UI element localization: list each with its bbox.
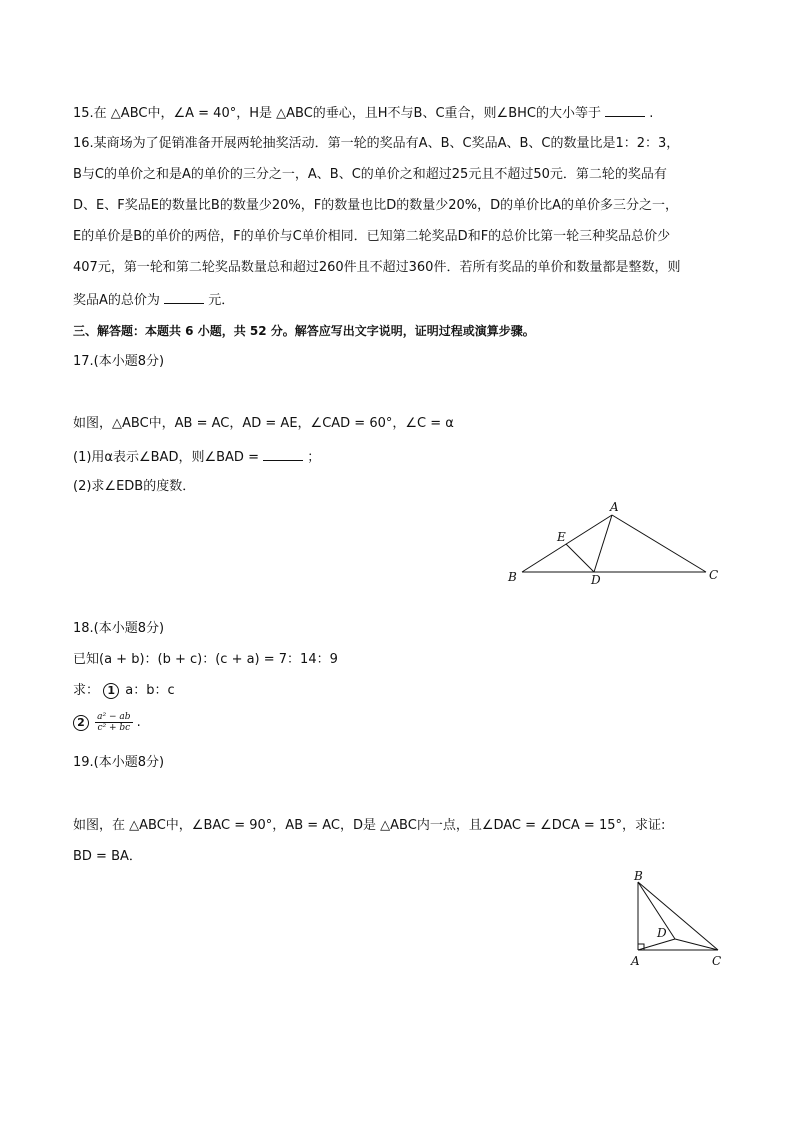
q16-last-prefix: 奖品A的总价为 bbox=[73, 293, 160, 308]
q16-line-4: E的单价是B的单价的两倍，F的单价与C单价相同．已知第二轮奖品D和F的总价比第一轮三种奖品总价少 bbox=[73, 229, 671, 244]
q15-answer-blank[interactable] bbox=[605, 104, 645, 117]
q16-line-6 bbox=[73, 291, 234, 309]
q19-figure bbox=[620, 868, 730, 973]
q18-frac-numerator: a² − ab bbox=[97, 712, 131, 722]
q18-given: 已知(a + b)：(b + c)：(c + a) = 7：14：9 bbox=[73, 652, 338, 667]
q19-label-c: C bbox=[712, 954, 722, 968]
q19-head: 19.(本小题8分) bbox=[73, 755, 165, 770]
q19-label-d: D bbox=[657, 926, 667, 940]
q16-line-3: D、E、F奖品E的数量比B的数量少20%，F的数量也比D的数量少20%，D的单价比A的单价多三分之一， bbox=[73, 198, 679, 213]
q17-answer-blank[interactable] bbox=[263, 448, 303, 461]
circle-2-icon: 2 bbox=[73, 715, 89, 731]
q17-part2: (2)求∠EDB的度数． bbox=[73, 479, 196, 494]
q17-segment-ad bbox=[594, 515, 612, 572]
q16-line-5: 407元，第一轮和第二轮奖品数量总和超过260件且不超过360件．若所有奖品的单价和数量都是整数，则 bbox=[73, 260, 681, 275]
q15-line bbox=[73, 104, 653, 122]
q18-fraction bbox=[95, 712, 132, 733]
q17-part1-tail: ； bbox=[307, 450, 321, 465]
q18-ask2-tail: . bbox=[136, 715, 141, 730]
q17-part1-text: (1)用α表示∠BAD，则∠BAD = bbox=[73, 450, 259, 465]
q16-line-2: B与C的单价之和是A的单价的三分之一，A、B、C的单价之和超过25元且不超过50元．第二轮的奖品有 bbox=[73, 167, 667, 182]
section-3-heading: 三、解答题：本题共 6 小题，共 52 分。解答应写出文字说明，证明过程或演算步骤。 bbox=[73, 324, 535, 338]
q17-label-a: A bbox=[610, 500, 619, 514]
q17-label-b: B bbox=[508, 570, 517, 584]
q17-label-c: C bbox=[709, 568, 719, 582]
q17-label-d: D bbox=[591, 573, 601, 587]
q16-line-1: 16.某商场为了促销准备开展两轮抽奖活动．第一轮的奖品有A、B、C奖品A、B、C的数量比是1：2：3， bbox=[73, 136, 680, 151]
q19-conclusion: BD = BA． bbox=[73, 849, 142, 864]
q19-stem: 如图，在 △ABC中，∠BAC = 90°，AB = AC，D是 △ABC内一点，且∠DAC = ∠DCA = 15°，求证: bbox=[73, 818, 666, 833]
q19-label-a: A bbox=[631, 954, 640, 968]
q17-segment-ac bbox=[612, 515, 706, 572]
q17-segment-ed bbox=[566, 544, 594, 572]
circle-1-icon: 1 bbox=[103, 683, 119, 699]
q17-figure bbox=[500, 495, 730, 590]
q17-stem: 如图，△ABC中，AB = AC，AD = AE，∠CAD = 60°，∠C = α bbox=[73, 416, 454, 431]
q18-ask2 bbox=[73, 712, 141, 734]
q15-tail: . bbox=[649, 106, 654, 121]
q17-label-e: E bbox=[557, 530, 566, 544]
q17-segment-ba bbox=[522, 515, 612, 572]
q17-part1 bbox=[73, 448, 320, 466]
q17-head: 17.(本小题8分) bbox=[73, 354, 165, 369]
q16-answer-blank[interactable] bbox=[164, 291, 204, 304]
q18-ask-prefix: 求： bbox=[73, 683, 100, 698]
q18-frac-denominator: c² + bc bbox=[97, 723, 131, 733]
q16-last-suffix: 元． bbox=[208, 293, 235, 308]
q18-head: 18.(本小题8分) bbox=[73, 621, 165, 636]
q15-text: 15.在 △ABC中，∠A = 40°，H是 △ABC的垂心，且H不与B、C重合，则∠BHC的大小等于 bbox=[73, 106, 601, 121]
q18-ask1 bbox=[73, 683, 175, 699]
q18-ask1-text: a：b：c bbox=[125, 683, 175, 698]
q19-label-b: B bbox=[634, 869, 643, 883]
